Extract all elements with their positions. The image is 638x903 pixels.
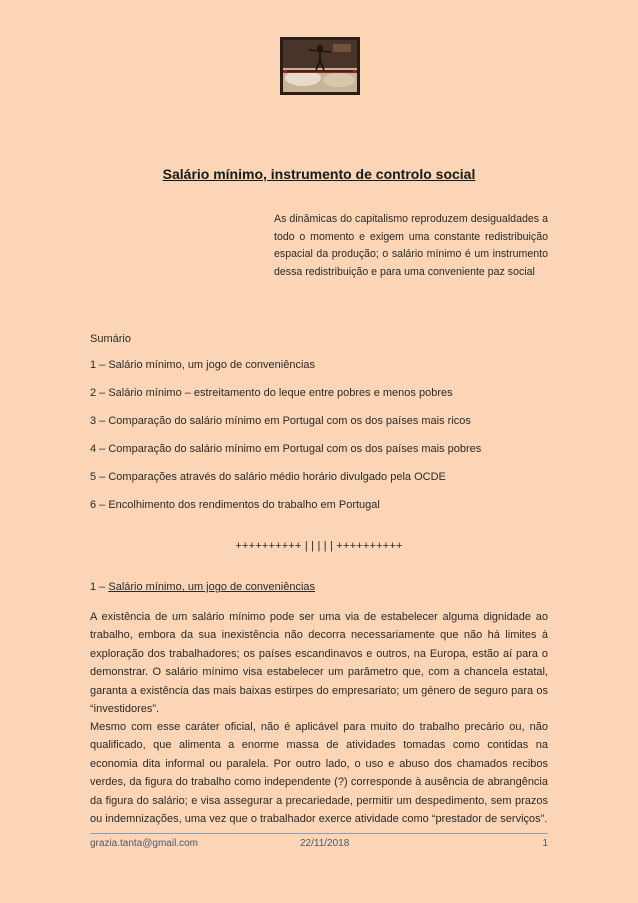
toc-item: 2 – Salário mínimo – estreitamento do leque entre pobres e menos pobres xyxy=(90,387,453,399)
body-paragraph: Mesmo com esse caráter oficial, não é aplicável para muito do trabalho precário ou, não qualificado, que alimenta a enorme massa de atividades tomadas como contidas na economia dita informal ou paralela. Por outro lado, o uso e abuso dos chamados recibos verdes, da figura do trabalho como independente (?) corresponde à ausência de abrangência da figura do salário; e visa assegurar a precariedade, permitir um despedimento, sem prazos ou indemnizações, uma vez que o trabalhador exerce atividade como “prestador de serviços”. xyxy=(90,721,548,826)
table-of-contents xyxy=(90,358,548,526)
summary-label: Sumário xyxy=(90,333,131,345)
body-paragraph: A existência de um salário mínimo pode ser uma via de estabelecer alguma dignidade ao trabalho, embora da sua inexistência não decorra necessariamente que não há limites à exploração dos trabalhadores; os países escandinavos e outros, na Europa, estão aí para o demonstrar. O salário mínimo visa estabelecer um parâmetro que, com a chancela estatal, garanta a existência das mais baixas estirpes do empresariato; um género de seguro para os “investidores”. xyxy=(90,611,548,716)
footer-email: grazia.tanta@gmail.com xyxy=(90,838,198,849)
toc-item: 1 – Salário mínimo, um jogo de conveniências xyxy=(90,359,316,371)
logo-image xyxy=(280,37,360,95)
toc-item: 4 – Comparação do salário mínimo em Portugal com os dos países mais pobres xyxy=(90,443,482,455)
section-heading xyxy=(90,581,315,593)
epigraph-text: As dinâmicas do capitalismo reproduzem desigualdades a todo o momento e exigem uma constante redistribuição espacial da produção; o salário mínimo é um instrumento dessa redistribuição e para uma conveniente paz social xyxy=(274,213,548,278)
section-heading-text: Salário mínimo, um jogo de conveniências xyxy=(108,581,316,593)
toc-item: 3 – Comparação do salário mínimo em Portugal com os dos países mais ricos xyxy=(90,415,471,427)
page-number: 1 xyxy=(542,838,548,849)
footer-divider xyxy=(90,833,548,834)
document-title: Salário mínimo, instrumento de controlo social xyxy=(162,166,476,182)
epigraph xyxy=(274,211,548,281)
section-number: 1 – xyxy=(90,581,109,593)
section-separator: ++++++++++ | | | | | ++++++++++ xyxy=(235,540,403,552)
footer-date: 22/11/2018 xyxy=(300,838,350,849)
toc-item: 5 – Comparações através do salário médio horário divulgado pela OCDE xyxy=(90,471,446,483)
tightrope-walker-icon xyxy=(283,40,357,92)
toc-item: 6 – Encolhimento dos rendimentos do trabalho em Portugal xyxy=(90,499,380,511)
